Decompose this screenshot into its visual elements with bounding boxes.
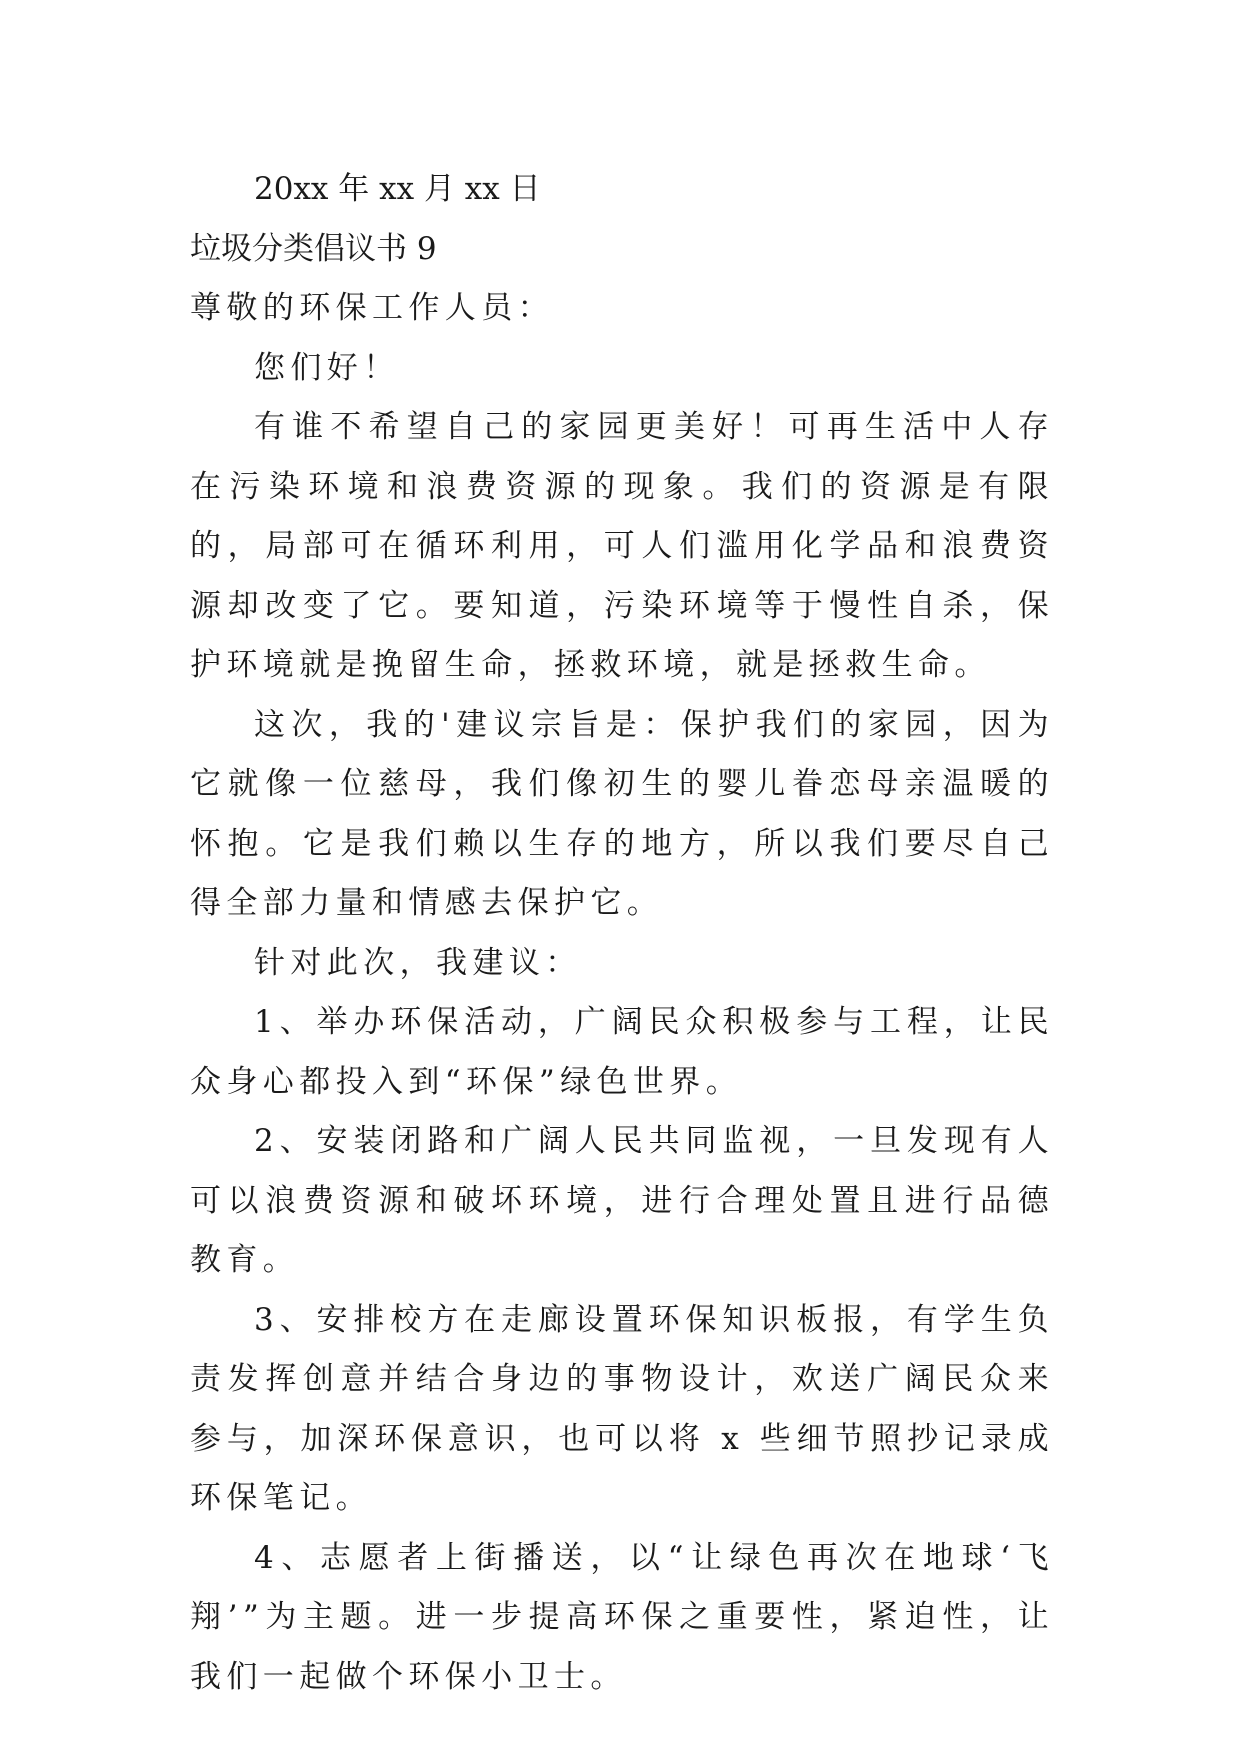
suggestion-item-1: 1、举办环保活动，广阔民众积极参与工程，让民众身心都投入到“环保”绿色世界。 bbox=[190, 1004, 1054, 1100]
paragraph-intro: 有谁不希望自己的家园更美好！可再生活中人存在污染环境和浪费资源的现象。我们的资源是有限的，局部可在循环利用，可人们滥用化学品和浪费资源却改变了它。要知道，污染环境等于慢性自杀，保护环境就是挽留生命，拯救环境，就是拯救生命。 bbox=[190, 409, 1054, 683]
salutation: 尊敬的环保工作人员： bbox=[190, 290, 554, 326]
document-body bbox=[190, 160, 1054, 1707]
suggestion-item-2: 2、安装闭路和广阔人民共同监视，一旦发现有人可以浪费资源和破坏环境，进行合理处置且进行品德教育。 bbox=[190, 1123, 1054, 1278]
document-title: 垃圾分类倡议书 9 bbox=[190, 230, 437, 267]
paragraph-suggestion-lead: 针对此次，我建议： bbox=[254, 944, 582, 981]
paragraph-purpose: 这次，我的'建议宗旨是：保护我们的家园，因为它就像一位慈母，我们像初生的婴儿眷恋母亲温暖的怀抱。它是我们赖以生存的地方，所以我们要尽自己得全部力量和情感去保护它。 bbox=[190, 706, 1054, 921]
suggestion-item-3: 3、安排校方在走廊设置环保知识板报，有学生负责发挥创意并结合身边的事物设计，欢送广阔民众来参与，加深环保意识，也可以将 x 些细节照抄记录成环保笔记。 bbox=[190, 1301, 1054, 1516]
document-date: 20xx 年 xx 月 xx 日 bbox=[254, 171, 541, 207]
suggestion-item-4: 4、志愿者上街播送，以“让绿色再次在地球‘飞翔’”为主题。进一步提高环保之重要性，紧迫性，让我们一起做个环保小卫士。 bbox=[190, 1539, 1054, 1695]
greeting: 您们好！ bbox=[254, 349, 400, 386]
